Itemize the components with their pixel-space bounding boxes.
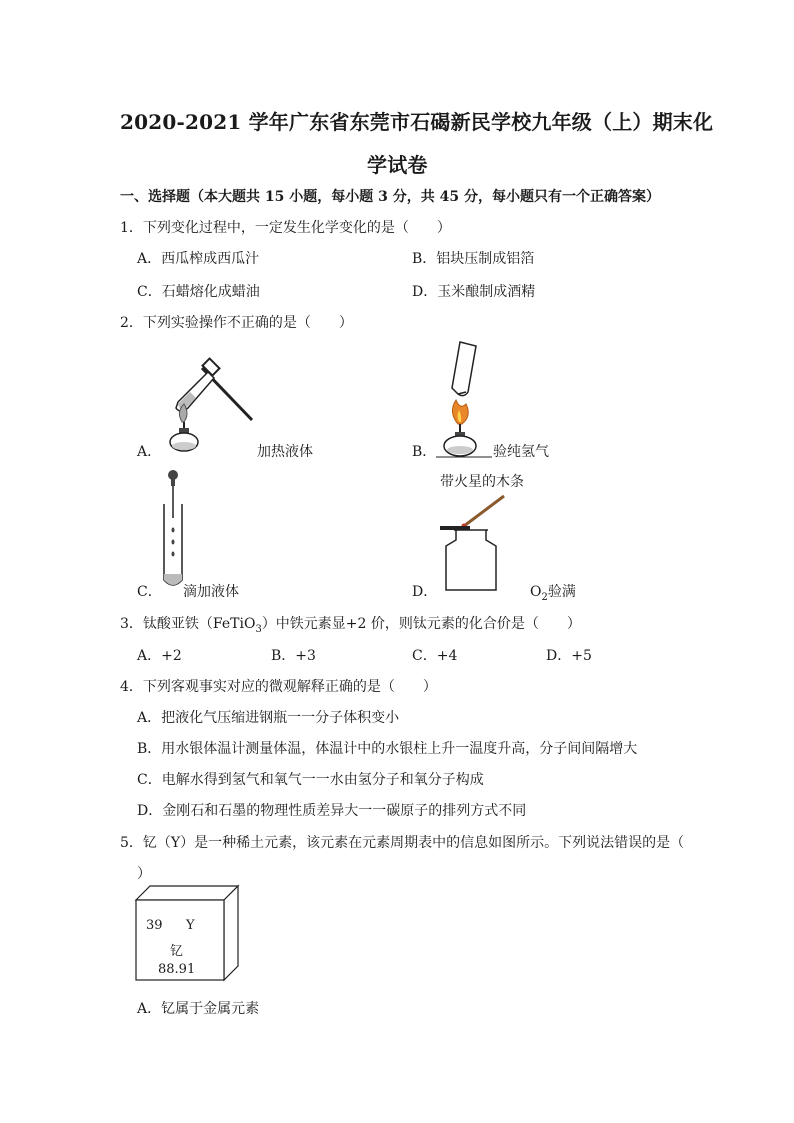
q2-option-d-caption: $O_2$验满 xyxy=(530,584,576,603)
question-1-stem: 1．下列变化过程中，一定发生化学变化的是（ ） xyxy=(120,220,451,236)
question-3-stem: 3．钛酸亚铁（FeTiO$_3$）中铁元素显+2 价，则钛元素的化合价是（ ） xyxy=(120,616,581,635)
q2-option-c-caption: 滴加液体 xyxy=(183,584,239,600)
q4-option-b: B．用水银体温计测量体温，体温计中的水银柱上升一温度升高，分子间间隔增大 xyxy=(137,741,638,757)
q2-option-d-letter: D． xyxy=(412,584,438,600)
q1-option-c: C．石蜡熔化成蜡油 xyxy=(137,284,260,300)
q2-option-b-letter: B． xyxy=(412,444,437,460)
q3-option-b: B．+3 xyxy=(271,648,316,664)
q3-option-a: A．+2 xyxy=(137,648,182,664)
element-name: 钇 xyxy=(170,944,184,959)
q2-option-c-letter: C． xyxy=(137,584,162,600)
oxygen-test-figure xyxy=(436,492,516,594)
q2-option-b-caption: 验纯氢气 xyxy=(493,444,549,460)
question-5-stem-end: ） xyxy=(137,866,151,882)
q2-option-d-top-label: 带火星的木条 xyxy=(440,474,524,490)
page-title-line1: 2020-2021 学年广东省东莞市石碣新民学校九年级（上）期末化 xyxy=(120,110,714,134)
q4-option-c: C．电解水得到氢气和氧气一一水由氢分子和氧分子构成 xyxy=(137,772,484,788)
element-atomic-number: 39 xyxy=(146,918,163,933)
question-5-stem: 5．钇（Y）是一种稀土元素，该元素在元素周期表中的信息如图所示。下列说法错误的是（ xyxy=(120,835,685,851)
element-symbol: Y xyxy=(186,918,195,933)
q5-option-a: A．钇属于金属元素 xyxy=(137,1001,260,1017)
hydrogen-purity-figure xyxy=(432,340,502,460)
q2-option-a-letter: A． xyxy=(137,444,162,460)
q3-option-d: D．+5 xyxy=(546,648,592,664)
adding-liquid-figure xyxy=(158,468,188,593)
q4-option-a: A．把液化气压缩进钢瓶一一分子体积变小 xyxy=(137,710,400,726)
question-2-stem: 2．下列实验操作不正确的是（ ） xyxy=(120,315,353,331)
q2-option-a-caption: 加热液体 xyxy=(257,444,313,460)
element-atomic-mass: 88.91 xyxy=(158,962,196,977)
page-title-line2: 学试卷 xyxy=(367,153,428,177)
q3-option-c: C．+4 xyxy=(412,648,458,664)
q1-option-d: D．玉米酿制成酒精 xyxy=(412,284,536,300)
heating-liquid-figure xyxy=(160,358,260,458)
section-heading: 一、选择题（本大题共 15 小题，每小题 3 分，共 45 分，每小题只有一个正确答案） xyxy=(120,189,660,205)
question-4-stem: 4．下列客观事实对应的微观解释正确的是（ ） xyxy=(120,679,437,695)
q1-option-b: B．铝块压制成铝箔 xyxy=(412,251,535,267)
q4-option-d: D．金刚石和石墨的物理性质差异大一一碳原子的排列方式不同 xyxy=(137,803,527,819)
q1-option-a: A．西瓜榨成西瓜汁 xyxy=(137,251,260,267)
